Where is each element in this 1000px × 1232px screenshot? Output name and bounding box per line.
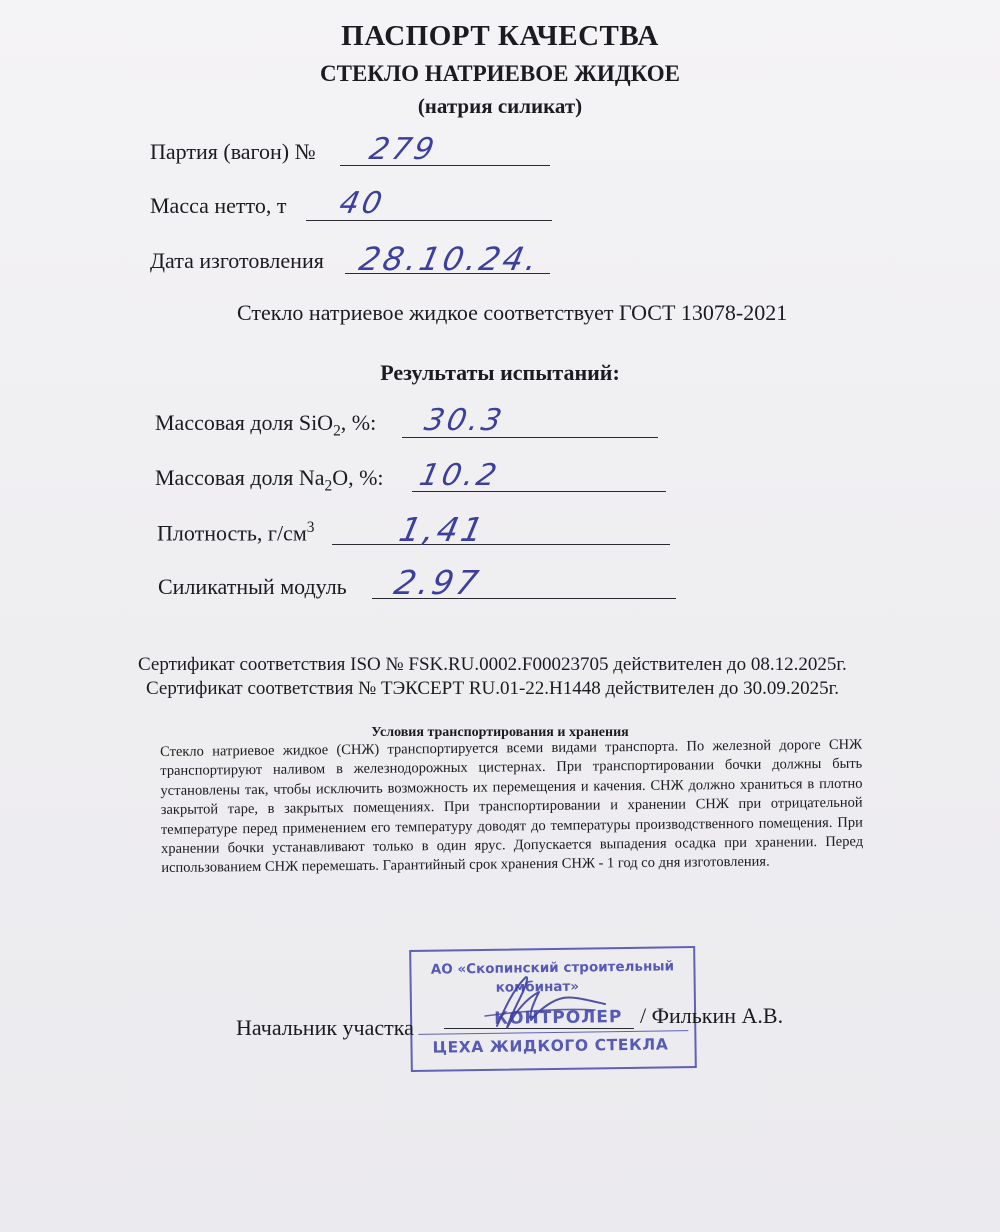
sio2-label: Массовая доля SiO$_2$, %:: [155, 410, 377, 440]
date-label: Дата изготовления: [150, 248, 324, 273]
sio2-value: 30.3: [421, 403, 508, 438]
certificate-teksert: Сертификат соответствия № ТЭКСЕРТ RU.01-22.H1448 действителен до 30.09.2025г.: [146, 678, 840, 699]
batch-label: Партия (вагон) №: [150, 139, 316, 164]
conditions-text: Стекло натриевое жидкое (СНЖ) транспортируется всеми видами транспорта. По железной дороге СНЖ транспортируют наливом в железнодорожных цистернах. При транспортировании бочки должны быть установлены так, чтобы исключить возможность их перемещения и качения. СНЖ должно храниться в плотно закрытой таре, в закрытых помещениях. При транспортировании и хранении СНЖ при отрицательной температуре перед применением его температуру доводят до температуры производственного помещения. При хранении бочки устанавливают только в один ярус. Допускается выпадения осадка при хранении. Перед использованием СНЖ перемешать. Гарантийный срок хранения СНЖ - 1 год со дня изготовления.: [160, 736, 864, 877]
product-alt-name: (натрия силикат): [417, 94, 583, 118]
certificate-iso: Сертификат соответствия ISO № FSK.RU.0002.F00023705 действителен до 08.12.2025г.: [138, 654, 847, 675]
density-label: Плотность, $г/см^3$: [157, 519, 315, 546]
mass-value: 40: [336, 186, 388, 221]
na2o-value: 10.2: [416, 458, 503, 493]
document-title: ПАСПОРТ КАЧЕСТВА: [341, 20, 659, 52]
conditions-title: Условия транспортирования и хранения: [371, 725, 629, 740]
modulus-value: 2.97: [390, 563, 485, 602]
product-name: СТЕКЛО НАТРИЕВОЕ ЖИДКОЕ: [320, 61, 680, 86]
batch-value: 279: [366, 132, 440, 167]
date-value: 28.10.24.: [355, 240, 544, 278]
handwritten-signature-icon: [455, 968, 615, 1038]
results-heading: Результаты испытаний:: [380, 360, 620, 385]
stamp-line-organization: АО «Скопинский строительный: [430, 958, 675, 978]
na2o-label: Массовая доля $Na_2O$, %:: [155, 465, 384, 495]
modulus-label: Силикатный модуль: [158, 574, 347, 599]
signatory-role: Начальник участка: [236, 1015, 414, 1040]
density-underline: [332, 544, 670, 545]
stamp-line-workshop: ЦЕХА ЖИДКОГО СТЕКЛА: [432, 1035, 669, 1057]
stamp-line-controller: КОНТРОЛЕР: [493, 1007, 623, 1029]
stamp-line-kombinat: комбинат»: [495, 978, 580, 996]
gost-statement: Стекло натриевое жидкое соответствует ГОСТ 13078-2021: [237, 300, 788, 325]
density-value: 1,41: [395, 510, 490, 549]
signatory-name: / Филькин А.В.: [640, 1003, 784, 1028]
mass-label: Масса нетто, т: [150, 193, 287, 218]
